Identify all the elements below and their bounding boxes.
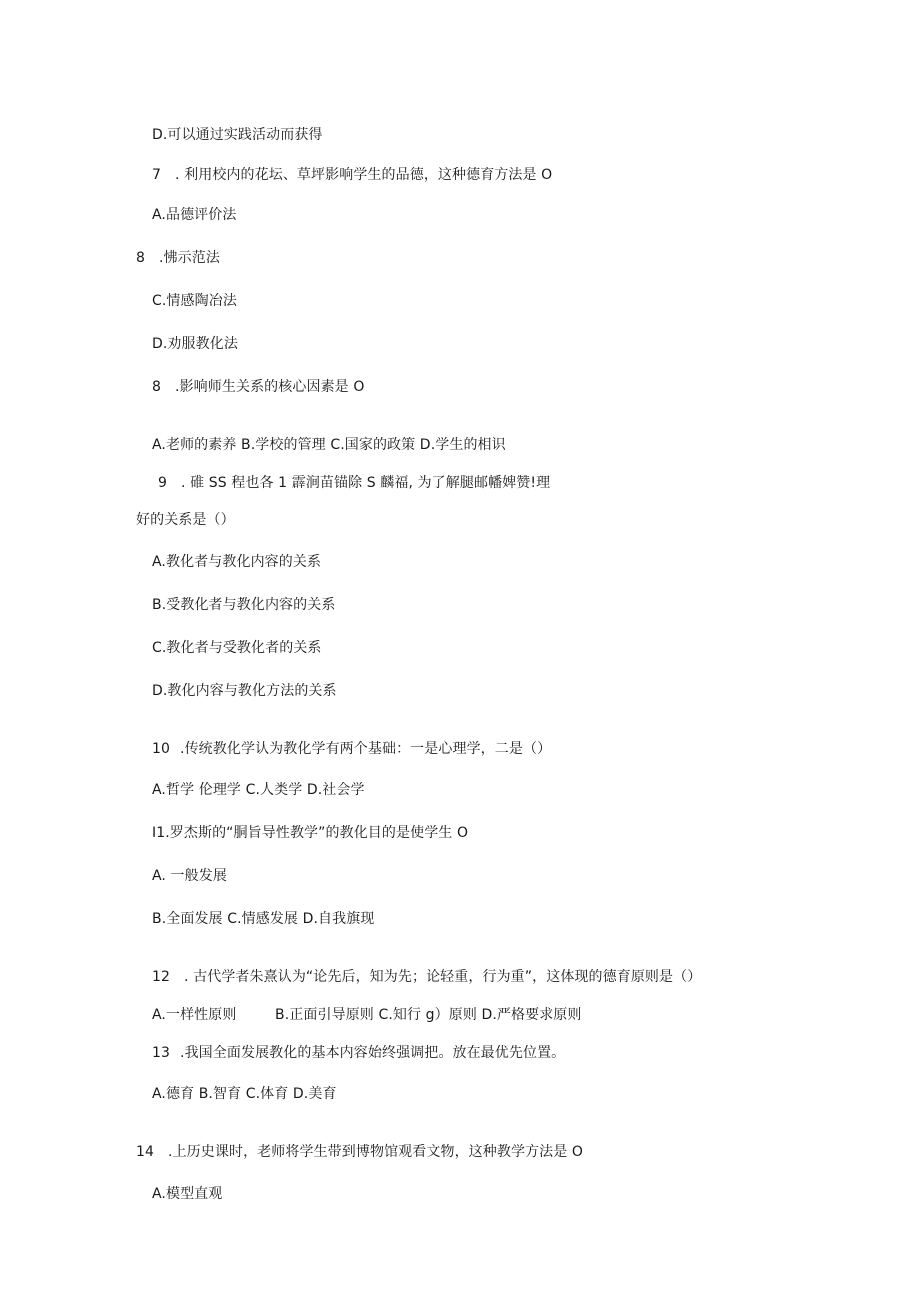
q9-option-c xyxy=(152,639,322,657)
line-text: A.一样性原则 xyxy=(152,1007,237,1023)
question-number: 13 xyxy=(152,1045,171,1061)
q13-stem xyxy=(152,1044,565,1062)
q7-option-b xyxy=(136,249,220,267)
question-text: .上历史课时，老师将学生带到博物馆观看文物，这种教学方法是 O xyxy=(168,1144,584,1160)
q9-stem-continued xyxy=(136,511,235,529)
q10-stem xyxy=(152,740,551,758)
line-text: .怫示范法 xyxy=(159,250,220,266)
line-text: 好的关系是（） xyxy=(136,512,235,528)
question-text: I1.罗杰斯的“胴旨导性教学”的教化目的是使学生 O xyxy=(152,825,469,841)
line-text: A.教化者与教化内容的关系 xyxy=(152,554,322,570)
q9-option-b xyxy=(152,596,335,614)
q6-option-d xyxy=(152,126,323,144)
line-text: A.模型直观 xyxy=(152,1186,223,1202)
line-text: A. 一般发展 xyxy=(152,868,227,884)
question-text: . 碓 SS 程也各 1 霹涧苗锚除 S 麟福, 为了解腿邮幡婢赞!理 xyxy=(181,475,551,491)
question-text: .我国全面发展教化的基本内容始终强调把。放在最优先位置。 xyxy=(180,1045,566,1061)
line-text: A.哲学 伦理学 C.人类学 D.社会学 xyxy=(152,782,365,798)
q7-stem xyxy=(152,166,552,184)
question-number: 8 xyxy=(152,379,162,395)
q9-stem xyxy=(158,474,550,492)
q7-option-d xyxy=(152,335,238,353)
line-text: C.情感陶冶法 xyxy=(152,293,237,309)
q7-option-c xyxy=(152,292,237,310)
q12-options xyxy=(152,1006,582,1024)
question-number: 9 xyxy=(158,475,168,491)
q11-option-a xyxy=(152,867,227,885)
line-text: B.受教化者与教化内容的关系 xyxy=(152,597,336,613)
line-text: D.教化内容与教化方法的关系 xyxy=(152,683,337,699)
line-text: A.老师的素养 B.学校的管理 C.国家的政策 D.学生的相识 xyxy=(152,437,506,453)
line-text: A.德育 B.智育 C.体育 D.美育 xyxy=(152,1086,337,1102)
q7-option-a xyxy=(152,206,236,224)
question-number: 7 xyxy=(152,167,162,183)
line-text: C.教化者与受教化者的关系 xyxy=(152,640,322,656)
line-text: B.正面引导原则 C.知行 g）原则 D.严格要求原则 xyxy=(275,1007,582,1023)
line-text: D.劝服教化法 xyxy=(152,336,238,352)
question-text: .传统教化学认为教化学有两个基础：一是心理学，二是（） xyxy=(180,741,552,757)
question-number: 10 xyxy=(152,741,171,757)
question-number: 12 xyxy=(152,969,171,985)
q11-options xyxy=(152,910,374,928)
q9-option-d xyxy=(152,682,337,700)
q9-option-a xyxy=(152,553,321,571)
question-number: 8 xyxy=(136,250,146,266)
q13-options xyxy=(152,1085,337,1103)
q11-stem xyxy=(152,824,468,842)
q8-stem xyxy=(152,378,364,396)
question-number: 14 xyxy=(136,1144,155,1160)
question-text: . 利用校内的花坛、草坪影响学生的品德，这种德育方法是 O xyxy=(175,167,553,183)
q12-stem xyxy=(152,968,701,986)
q14-stem xyxy=(136,1143,583,1161)
question-text: .影响师生关系的核心因素是 O xyxy=(175,379,365,395)
q10-options xyxy=(152,781,365,799)
q14-option-a xyxy=(152,1185,222,1203)
line-text: A.品德评价法 xyxy=(152,207,237,223)
question-text: . 古代学者朱熹认为“论先后，知为先；论轻重，行为重”，这体现的德育原则是（） xyxy=(184,969,702,985)
line-text: B.全面发展 C.情感发展 D.自我旗现 xyxy=(152,911,375,927)
q8-options xyxy=(152,436,506,454)
line-text: D.可以通过实践活动而获得 xyxy=(152,127,323,143)
